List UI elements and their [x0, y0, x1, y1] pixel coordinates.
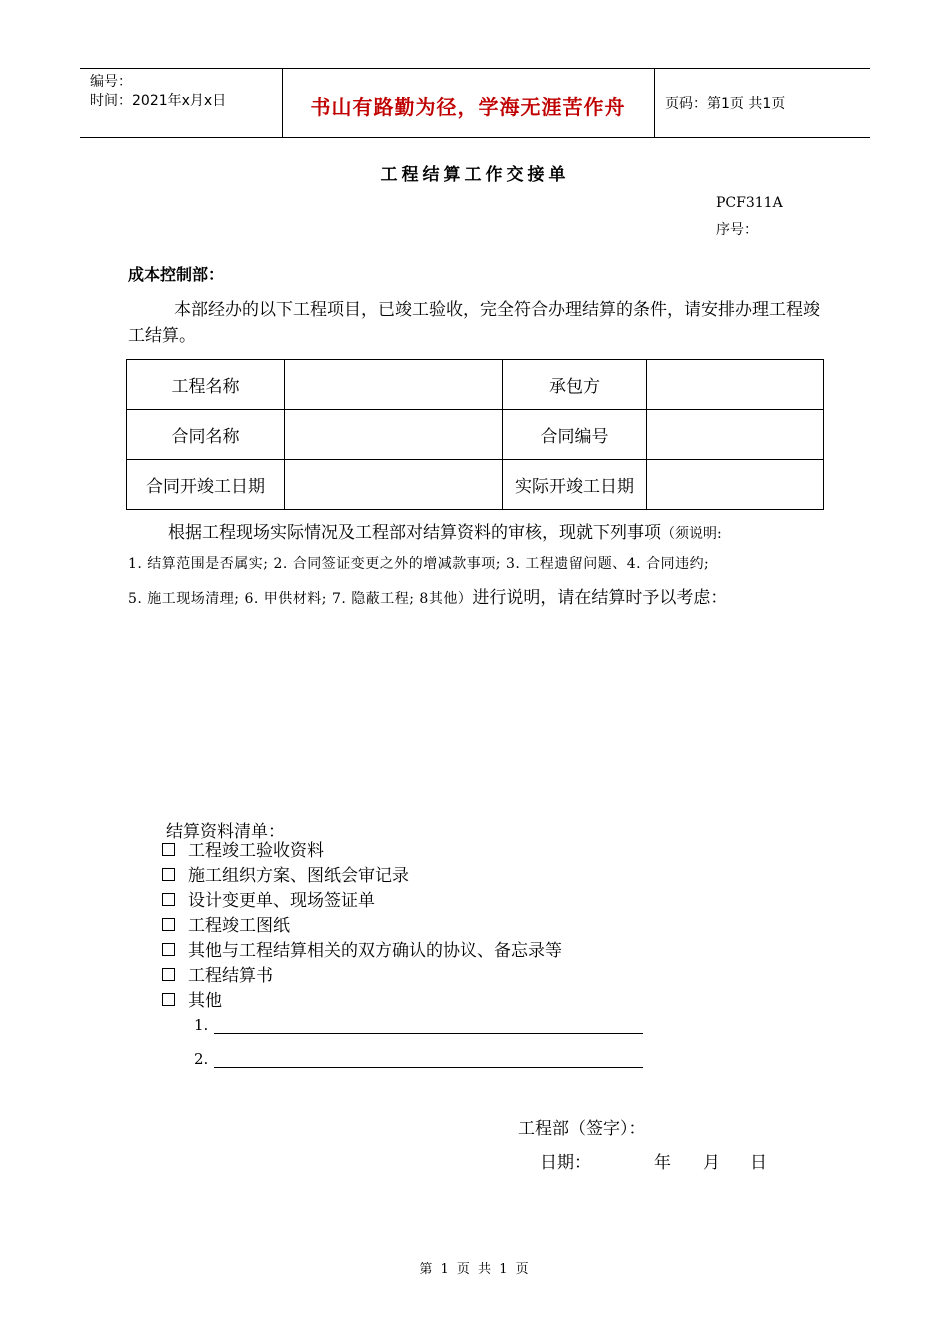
date-month: 月: [703, 1153, 720, 1173]
contract-dates-field[interactable]: [285, 460, 503, 510]
checklist-item-label: 其他: [188, 991, 222, 1011]
header-meta: [90, 73, 226, 111]
date-day: 日: [750, 1153, 767, 1173]
table-label-cell: 合同开竣工日期: [127, 460, 285, 510]
explanation-lead-text: 根据工程现场实际情况及工程部对结算资料的审核，现就下列事项: [168, 523, 661, 543]
signature-label: 工程部（签字）：: [518, 1119, 646, 1139]
fill-in-line[interactable]: [214, 1033, 643, 1034]
checklist-item-label: 工程竣工验收资料: [188, 841, 324, 861]
checkbox[interactable]: [162, 918, 175, 931]
explanation-note-open: （须说明:: [661, 526, 722, 542]
checklist-item-label: 工程竣工图纸: [188, 916, 290, 936]
checklist-item-label: 工程结算书: [188, 966, 273, 986]
blank-number: 2.: [194, 1050, 209, 1068]
table-row: [127, 360, 824, 410]
checklist-item-label: 施工组织方案、图纸会审记录: [188, 866, 409, 886]
checklist-item-label: 设计变更单、现场签证单: [188, 891, 375, 911]
contract-number-field[interactable]: [647, 410, 824, 460]
table-label-cell: 工程名称: [127, 360, 285, 410]
number-label: 编号：: [90, 74, 132, 90]
addressee: 成本控制部：: [128, 265, 225, 284]
table-row: [127, 410, 824, 460]
intro-paragraph: 本部经办的以下工程项目，已竣工验收，完全符合办理结算的条件，请安排办理工程竣工结算。: [128, 300, 820, 346]
checklist-item[interactable]: [162, 864, 409, 889]
checklist-item-label: 其他与工程结算相关的双方确认的协议、备忘录等: [188, 941, 562, 961]
header-motto: 书山有路勤为径，学海无涯苦作舟: [310, 95, 626, 119]
document-header: [80, 68, 870, 138]
date-year: 年: [654, 1153, 671, 1173]
checkbox[interactable]: [162, 943, 175, 956]
contract-name-field[interactable]: [285, 410, 503, 460]
explanation-lead: [168, 518, 722, 543]
explanation-items-line: [128, 583, 727, 608]
project-info-table: [126, 359, 824, 510]
checklist-title: 结算资料清单：: [166, 822, 285, 842]
checklist-item[interactable]: [162, 914, 290, 939]
checkbox[interactable]: [162, 868, 175, 881]
time-label: 时间：2021年x月x日: [90, 93, 227, 109]
checkbox[interactable]: [162, 843, 175, 856]
project-name-field[interactable]: [285, 360, 503, 410]
blank-number: 1.: [194, 1016, 209, 1034]
date-label: 日期：: [540, 1153, 591, 1173]
checkbox[interactable]: [162, 993, 175, 1006]
explanation-tail: 进行说明，请在结算时予以考虑：: [472, 588, 728, 608]
explanation-items-text: 5. 施工现场清理; 6. 甲供材料; 7. 隐蔽工程; 8其他）: [128, 591, 473, 607]
document-title: 工程结算工作交接单: [380, 165, 570, 185]
checkbox[interactable]: [162, 968, 175, 981]
table-label-cell: 承包方: [503, 360, 647, 410]
checklist-item[interactable]: [162, 889, 375, 914]
other-blank-2[interactable]: [194, 1050, 208, 1068]
fill-in-line[interactable]: [214, 1067, 643, 1068]
table-label-cell: 实际开竣工日期: [503, 460, 647, 510]
page-footer: 第 1 页 共 1 页: [419, 1262, 531, 1277]
checklist-item[interactable]: [162, 964, 273, 989]
checkbox[interactable]: [162, 893, 175, 906]
checklist-item[interactable]: [162, 989, 222, 1014]
header-divider: [654, 69, 655, 137]
table-label-cell: 合同名称: [127, 410, 285, 460]
checklist-item[interactable]: [162, 839, 324, 864]
header-page-info: 页码：第1页 共1页: [665, 96, 786, 112]
other-blank-1[interactable]: [194, 1016, 208, 1034]
table-label-cell: 合同编号: [503, 410, 647, 460]
contractor-field[interactable]: [647, 360, 824, 410]
explanation-items-line: 1. 结算范围是否属实; 2. 合同签证变更之外的增减款事项; 3. 工程遗留问题、4. 合同违约;: [128, 556, 710, 572]
actual-dates-field[interactable]: [647, 460, 824, 510]
table-row: [127, 460, 824, 510]
checklist-item[interactable]: [162, 939, 562, 964]
form-code: PCF311A: [716, 195, 783, 211]
serial-label: 序号：: [716, 222, 758, 238]
